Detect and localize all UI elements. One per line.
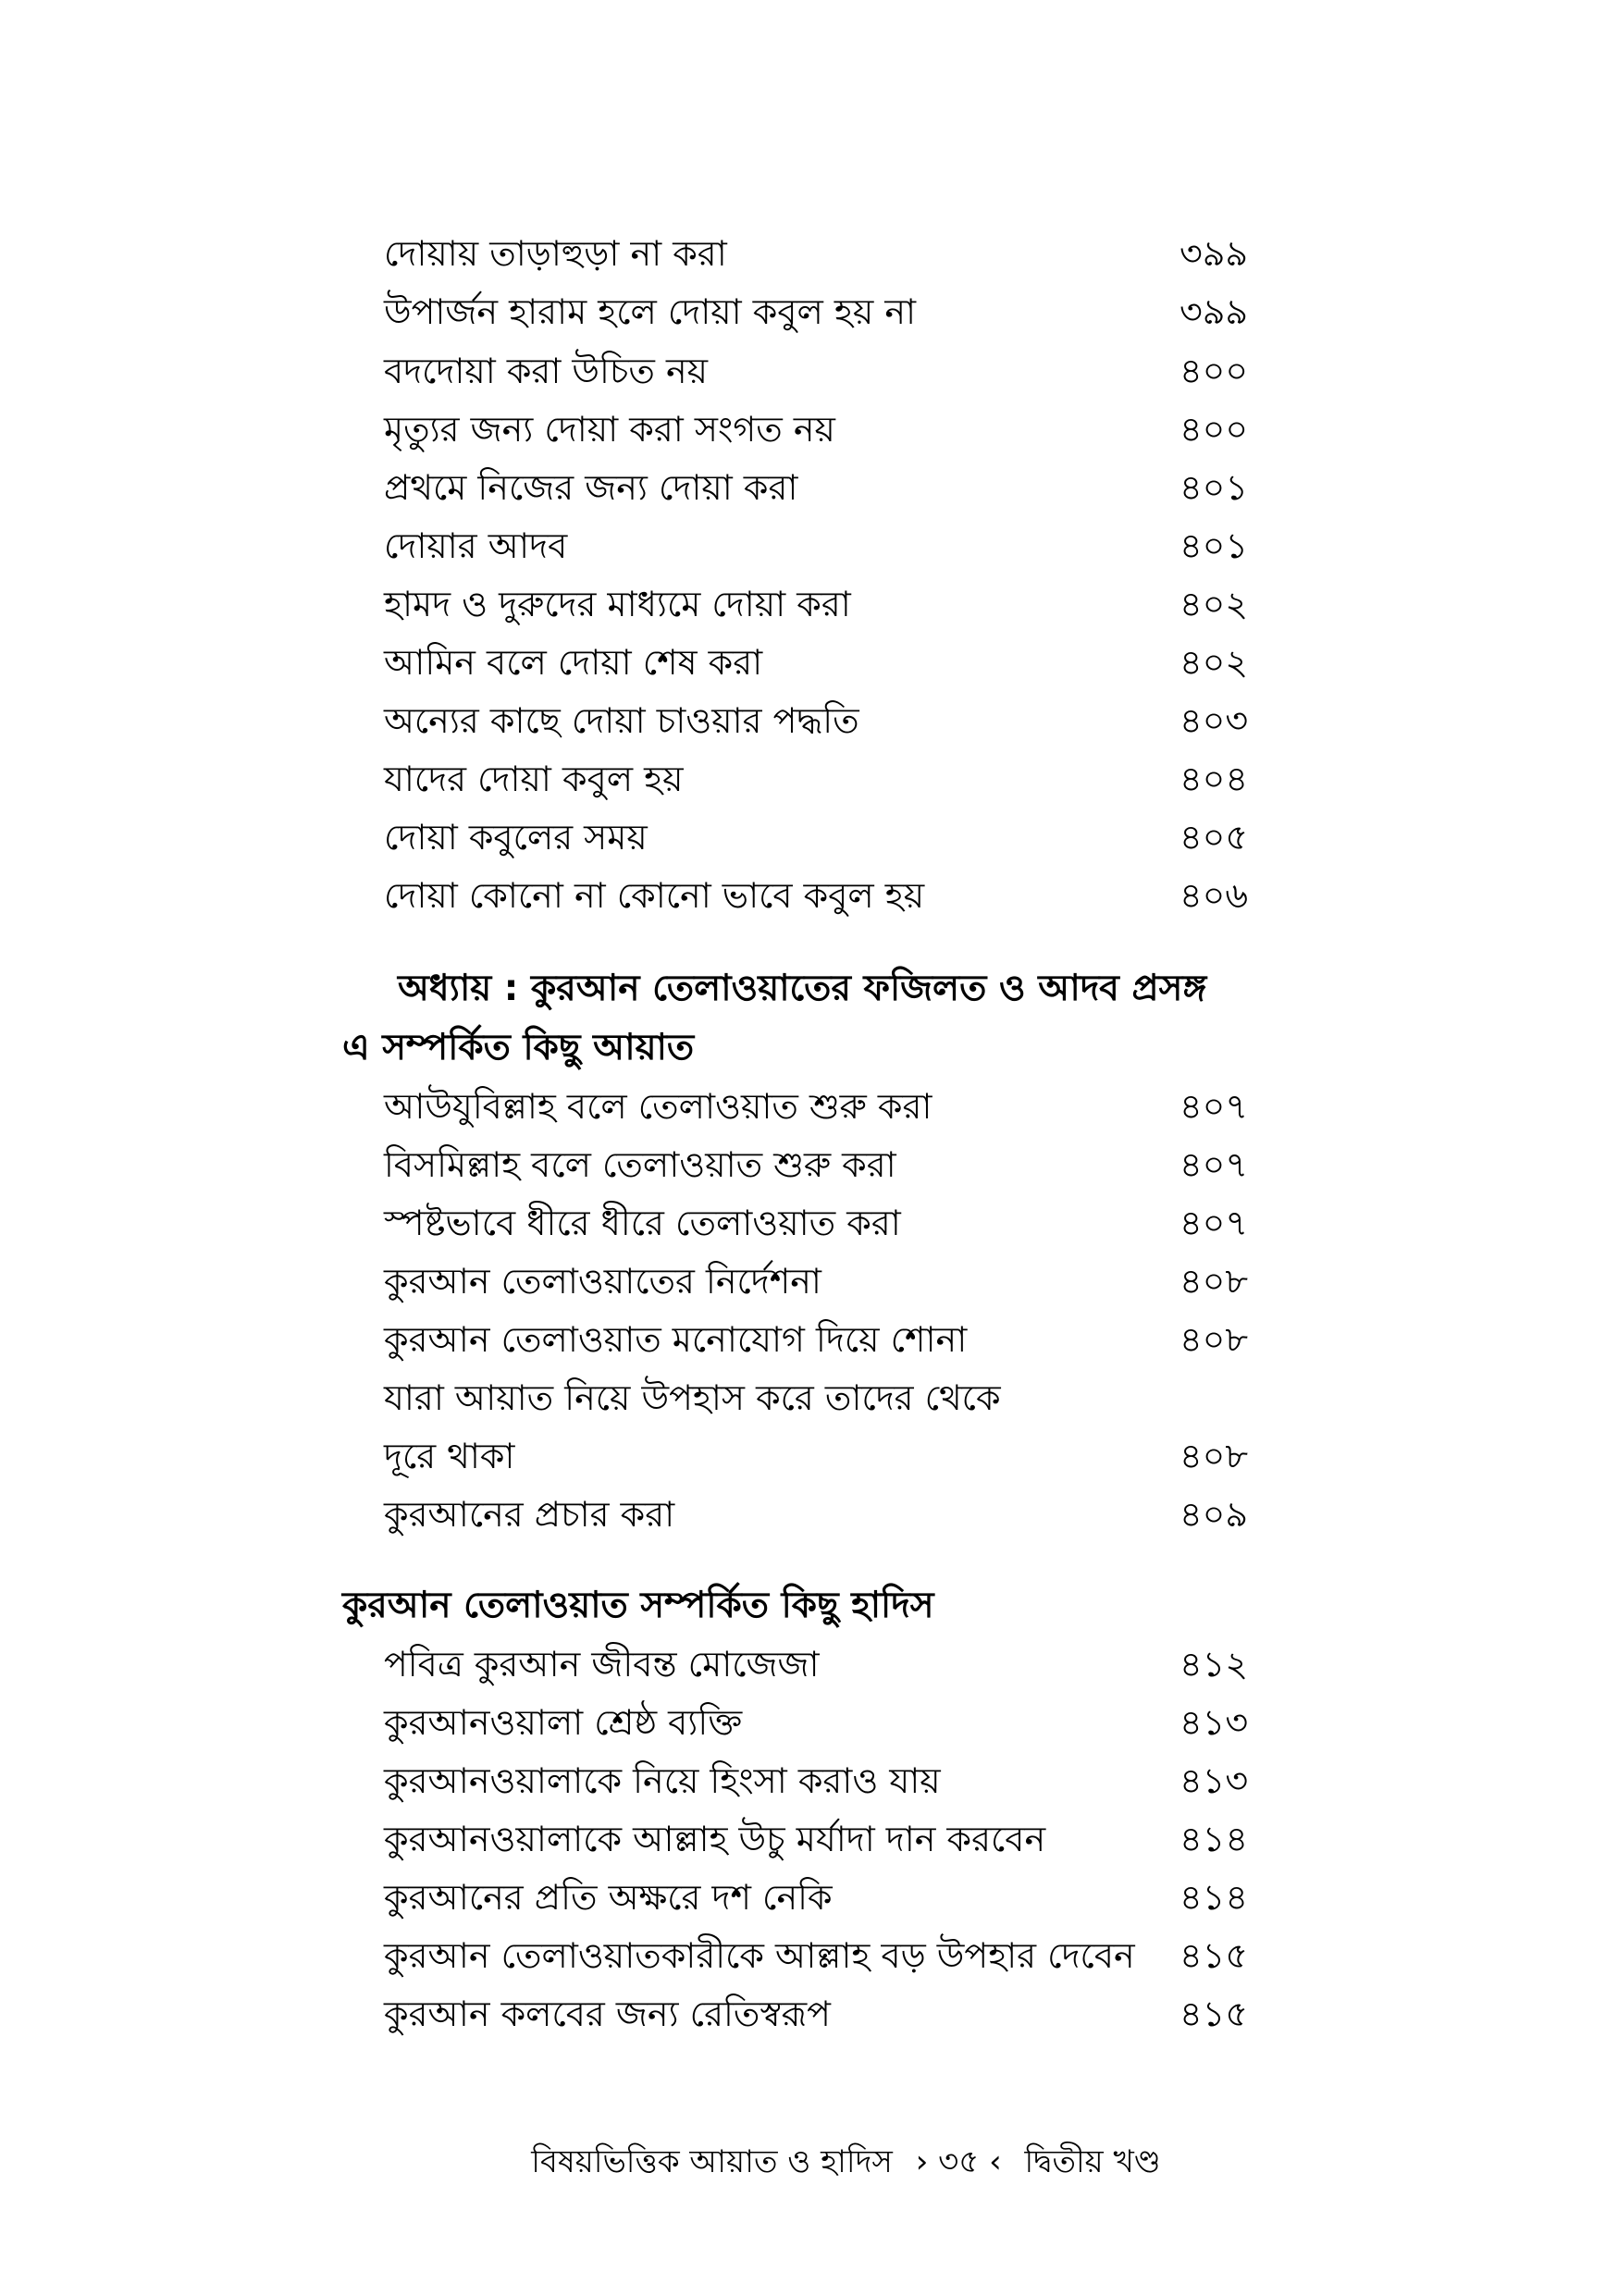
toc-entry-title: হামদ ও দুরুদের মাধ্যমে দোয়া করা bbox=[384, 584, 851, 624]
toc-entry-title: কুরআনওয়ালাকে নিয়ে হিংসা করাও যায় bbox=[384, 1760, 941, 1801]
toc-entry bbox=[384, 1311, 1309, 1368]
toc-entry-page: ৪০৭ bbox=[1180, 1144, 1249, 1185]
toc-entry bbox=[384, 283, 1309, 340]
toc-entry-title: যারা আয়াত নিয়ে উপহাস করে তাদের থেকে bbox=[384, 1377, 1001, 1418]
toc-entry-title: প্রথমে নিজের জন্য দোয়া করা bbox=[384, 467, 798, 508]
toc-entry bbox=[384, 517, 1309, 574]
toc-entry bbox=[384, 1985, 1309, 2043]
toc-entry-page: ৪০৮ bbox=[1180, 1436, 1249, 1476]
toc-entry-page: ৪০৭ bbox=[1180, 1086, 1249, 1127]
toc-entry bbox=[384, 634, 1309, 691]
toc-entry-title: দোয়া কবুলের সময় bbox=[384, 817, 648, 858]
toc-entry-title: কুরআনের প্রচার করা bbox=[384, 1494, 675, 1535]
toc-entry bbox=[384, 1253, 1309, 1310]
toc-entry-title: দোয়া কোনো না কোনো ভাবে কবুল হয় bbox=[384, 875, 925, 916]
toc-entry-page: ৪০০ bbox=[1180, 409, 1249, 450]
toc-entry-page: ৪১৩ bbox=[1180, 1760, 1249, 1801]
toc-entry-page: ৪০৮ bbox=[1180, 1261, 1249, 1302]
section-heading-ayat: এ সম্পর্কিত কিছু আয়াত bbox=[342, 1027, 695, 1068]
toc-entry-page: ৪১৫ bbox=[1180, 1935, 1248, 1976]
toc-entry-title: অন্যের কাছে দোয়া চাওয়ার পদ্ধতি bbox=[384, 700, 859, 741]
toc-entry bbox=[384, 1194, 1309, 1252]
toc-entry bbox=[384, 1694, 1309, 1751]
toc-entry-page: ৪১৪ bbox=[1180, 1819, 1248, 1859]
toc-entry-page: ৪০১ bbox=[1180, 467, 1249, 508]
toc-entry bbox=[384, 1369, 1309, 1426]
toc-entry bbox=[384, 575, 1309, 633]
toc-entry-title: কুরআনওয়ালাকে আল্লাহ উচু মর্যাদা দান করবেন bbox=[384, 1819, 1046, 1859]
toc-entry-page: ৪০০ bbox=[1180, 351, 1249, 391]
footer-book-title: বিষয়ভিত্তিক আয়াত ও হাদিস bbox=[531, 2143, 893, 2180]
toc-entry-page: ৪০৭ bbox=[1180, 1203, 1249, 1243]
chapter-heading: অধ্যায় : কুরআন তেলাওয়াতের ফজিলত ও আদব প্রসঙ্গ bbox=[398, 968, 1207, 1009]
toc-entry bbox=[384, 1927, 1309, 1984]
toc-entry-title: পবিত্র কুরআন জীবন্ত মোজেজা bbox=[384, 1644, 820, 1685]
toc-entry bbox=[384, 867, 1309, 924]
toc-entry bbox=[384, 1636, 1309, 1693]
toc-entry-title: বিসমিল্লাহ বলে তেলাওয়াত শুরু করা bbox=[384, 1144, 896, 1185]
toc-entry-title: দোয়ার আদব bbox=[384, 525, 568, 566]
toc-entry bbox=[384, 459, 1309, 516]
toc-entry-title: কুরআন তেলাওয়াত মনোযোগ দিয়ে শোনা bbox=[384, 1319, 968, 1360]
footer-page-number: › ৩৫ ‹ bbox=[915, 2143, 1002, 2180]
toc-entry-title: দূরে থাকা bbox=[384, 1436, 515, 1476]
section-heading-hadith: কুরআন তেলাওয়াত সম্পর্কিত কিছু হাদিস bbox=[342, 1585, 934, 1626]
toc-entry-page: ৪০৪ bbox=[1180, 759, 1249, 799]
page-footer bbox=[0, 2139, 1618, 2185]
toc-entry-page: ৪০৬ bbox=[1180, 875, 1249, 916]
toc-entry bbox=[384, 1752, 1309, 1809]
toc-entry-title: উপার্জন হারাম হলে দোয়া কবুল হয় না bbox=[384, 291, 917, 332]
toc-entry bbox=[384, 1078, 1309, 1135]
toc-entry-page: ৪১৫ bbox=[1180, 1994, 1248, 2034]
toc-entry bbox=[384, 692, 1309, 749]
toc-entry-title: স্পষ্টভাবে ধীরে ধীরে তেলাওয়াত করা bbox=[384, 1203, 901, 1243]
toc-entry-page: ৪০৩ bbox=[1180, 700, 1249, 741]
toc-entry-title: আমিন বলে দোয়া শেষ করা bbox=[384, 642, 763, 683]
toc-entry-title: আউযুবিল্লাহ বলে তেলাওয়াত শুরু করা bbox=[384, 1086, 933, 1127]
toc-entry-page: ৩৯৯ bbox=[1180, 233, 1249, 274]
toc-entry-page: ৪০২ bbox=[1180, 584, 1249, 624]
toc-entry-page: ৪০৯ bbox=[1180, 1494, 1249, 1535]
toc-entry-page: ৪০২ bbox=[1180, 642, 1249, 683]
toc-entry bbox=[384, 342, 1309, 400]
toc-entry bbox=[384, 1486, 1309, 1543]
toc-entry-page: ৪০৮ bbox=[1180, 1319, 1249, 1360]
toc-entry bbox=[384, 401, 1309, 458]
toc-entry bbox=[384, 1427, 1309, 1485]
toc-entry-title: দোয়ায় তাড়াহুড়া না করা bbox=[384, 233, 727, 274]
toc-entry-page: ৪০৫ bbox=[1180, 817, 1249, 858]
toc-entry bbox=[384, 809, 1309, 866]
toc-entry-title: কুরআন তেলাওয়াতের নির্দেশনা bbox=[384, 1261, 821, 1302]
toc-entry-page: ৩৯৯ bbox=[1180, 291, 1249, 332]
toc-entry bbox=[384, 1810, 1309, 1868]
toc-entry-title: কুরআনের প্রতি অক্ষরে দশ নেকি bbox=[384, 1877, 833, 1918]
toc-entry-page: ৪১৪ bbox=[1180, 1877, 1248, 1918]
toc-entry bbox=[384, 1136, 1309, 1193]
toc-entry-title: কুরআন কলবের জন্য রেতিস্বরূপ bbox=[384, 1994, 831, 2034]
toc-entry bbox=[384, 750, 1309, 808]
toc-entry-title: কুরআন তেলাওয়াতকারীকে আল্লাহ বড় উপহার দেবেন bbox=[384, 1935, 1135, 1976]
footer-volume: দ্বিতীয় খণ্ড bbox=[1024, 2143, 1161, 2180]
toc-entry-page: ৪১২ bbox=[1180, 1644, 1249, 1685]
toc-entry-page: ৪০১ bbox=[1180, 525, 1249, 566]
toc-entry-title: বদদোয়া করা উচিত নয় bbox=[384, 351, 709, 391]
toc-entry-title: কুরআনওয়ালা শ্রেষ্ঠ ব্যক্তি bbox=[384, 1702, 743, 1743]
toc-entry-title: মৃত্যুর জন্য দোয়া করা সংগত নয় bbox=[384, 409, 835, 450]
toc-entry-title: যাদের দোয়া কবুল হয় bbox=[384, 759, 684, 799]
toc-entry bbox=[384, 1869, 1309, 1926]
toc-entry bbox=[384, 225, 1309, 282]
toc-entry-page: ৪১৩ bbox=[1180, 1702, 1249, 1743]
